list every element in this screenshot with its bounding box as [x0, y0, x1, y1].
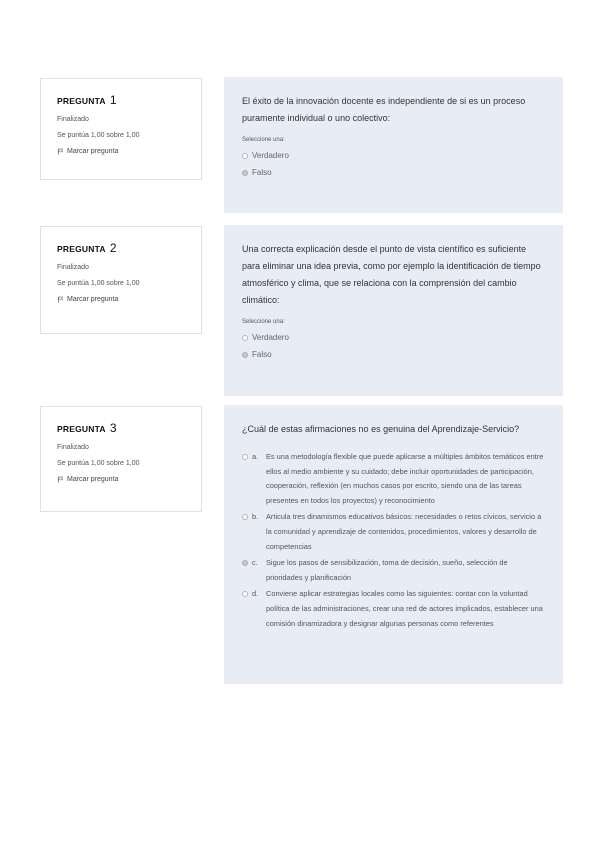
question-content-1 — [224, 77, 563, 213]
option-c[interactable]: c. Sigue los pasos de sensibilización, toma de decisión, sueño, selección de prioridades y planificación — [242, 556, 545, 585]
flag-question-link[interactable]: Marcar pregunta — [57, 476, 201, 483]
radio-button[interactable] — [242, 560, 248, 566]
question-number: PREGUNTA 3 — [57, 421, 117, 435]
radio-button[interactable] — [242, 591, 248, 597]
question-number: PREGUNTA 2 — [57, 241, 117, 255]
question-state: Finalizado — [57, 116, 89, 123]
option-true[interactable]: Verdadero — [242, 333, 545, 342]
flag-icon — [57, 148, 64, 155]
answer-prompt: Seleccione una: — [242, 137, 285, 143]
option-a[interactable]: a. Es una metodología flexible que puede aplicarse a múltiples ámbitos temáticos entre ellos al medio ambiente y su cuidado; debe incluir oportunidades de participación, cooperación, reflexión (en muchos casos por escrito, siendo una de las tareas presentes en todos los proyectos) y reconocimiento — [242, 450, 545, 508]
question-info-1 — [40, 78, 202, 180]
question-content-2 — [224, 225, 563, 396]
question-score: Se puntúa 1,00 sobre 1,00 — [57, 132, 140, 139]
question-state: Finalizado — [57, 444, 89, 451]
flag-icon — [57, 296, 64, 303]
radio-button[interactable] — [242, 170, 248, 176]
question-score: Se puntúa 1,00 sobre 1,00 — [57, 280, 140, 287]
question-score: Se puntúa 1,00 sobre 1,00 — [57, 460, 140, 467]
option-false[interactable]: Falso — [242, 350, 545, 359]
option-b[interactable]: b. Articula tres dinamismos educativos básicos: necesidades o retos cívicos, servicio a la comunidad y aprendizaje de contenidos, procedimientos, valores y desarrollo de competencias — [242, 510, 545, 554]
radio-button[interactable] — [242, 352, 248, 358]
question-info-2 — [40, 226, 202, 334]
question-state: Finalizado — [57, 264, 89, 271]
question-text: Una correcta explicación desde el punto de vista científico es suficiente para eliminar una idea previa, como por ejemplo la identificación de tiempo atmosférico y clima, que se relaciona con la comprensión del cambio climático: — [242, 244, 541, 305]
question-content-3 — [224, 405, 563, 684]
radio-button[interactable] — [242, 153, 248, 159]
question-number: PREGUNTA 1 — [57, 93, 117, 107]
question-text: ¿Cuál de estas afirmaciones no es genuina del Aprendizaje-Servicio? — [242, 424, 520, 434]
question-text: El éxito de la innovación docente es independiente de si es un proceso puramente individual o uno colectivo: — [242, 96, 526, 123]
flag-icon — [57, 476, 64, 483]
answer-prompt: Seleccione una: — [242, 319, 285, 325]
option-true[interactable]: Verdadero — [242, 151, 545, 160]
option-false[interactable]: Falso — [242, 168, 545, 177]
radio-button[interactable] — [242, 335, 248, 341]
question-info-3 — [40, 406, 202, 512]
flag-question-link[interactable]: Marcar pregunta — [57, 148, 201, 155]
option-d[interactable]: d. Conviene aplicar estrategias locales como las siguientes: contar con la voluntad política de las administraciones, crear una red de actores implicados, establecer una comisión dinamizadora y designar algunas personas como referentes — [242, 587, 545, 631]
flag-question-link[interactable]: Marcar pregunta — [57, 296, 201, 303]
radio-button[interactable] — [242, 514, 248, 520]
radio-button[interactable] — [242, 454, 248, 460]
